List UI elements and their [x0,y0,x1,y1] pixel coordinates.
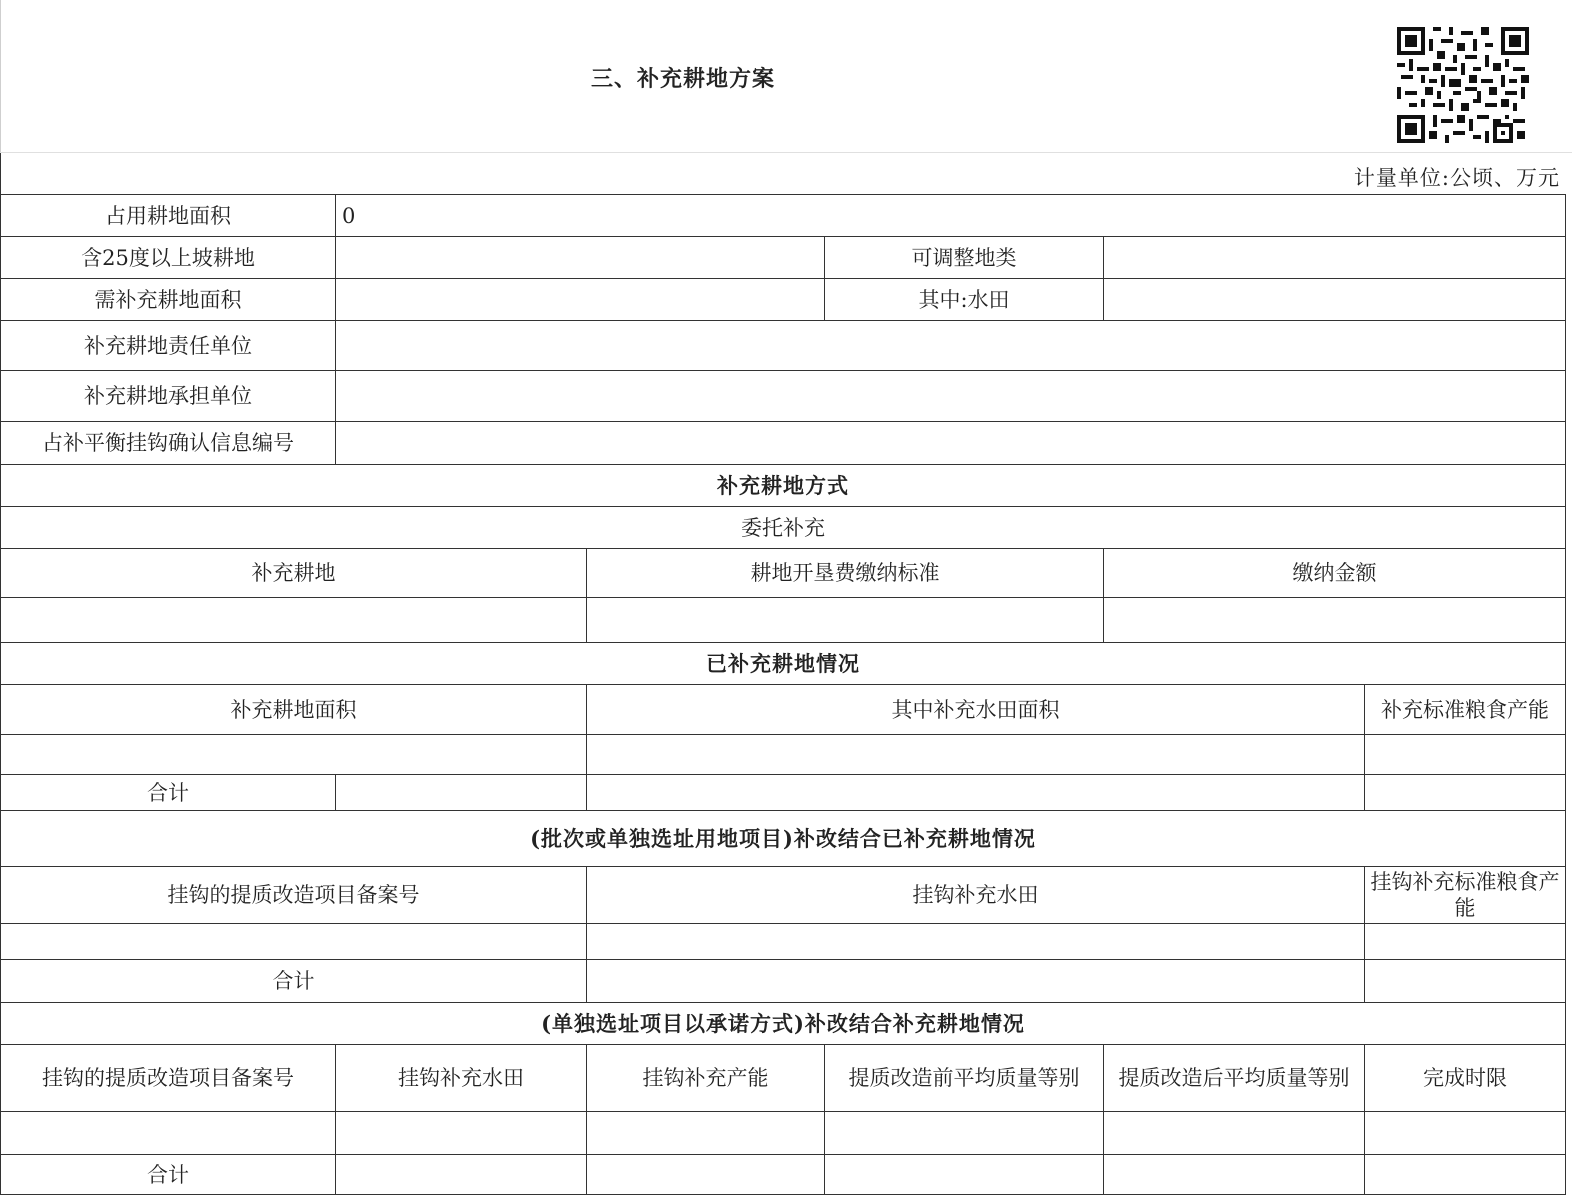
data-cell[interactable] [587,1112,825,1155]
adjustable-land-label: 可调整地类 [825,237,1104,279]
data-cell[interactable] [587,735,1365,775]
occupied-area-label: 占用耕地面积 [1,195,336,237]
total-label: 合计 [1,775,336,811]
table-header-row [1,549,1566,598]
total-label: 合计 [1,960,587,1003]
data-cell[interactable] [587,1155,825,1195]
column-header: 挂钩的提质改造项目备案号 [1,1045,336,1112]
section-row [1,643,1566,685]
data-cell[interactable] [1,598,587,643]
balance-confirm-label: 占补平衡挂钩确认信息编号 [1,422,336,465]
done-section-title: 已补充耕地情况 [1,643,1566,685]
data-cell[interactable] [336,775,587,811]
column-header: 缴纳金额 [1104,549,1566,598]
column-header: 挂钩的提质改造项目备案号 [1,867,587,924]
need-supplement-value[interactable] [336,279,825,321]
balance-confirm-value[interactable] [336,422,1566,465]
total-row [1,775,1566,811]
promise-section-title: (单独选址项目以承诺方式)补改结合补充耕地情况 [1,1003,1566,1045]
data-cell[interactable] [1,1112,336,1155]
paddy-label: 其中:水田 [825,279,1104,321]
qr-code-icon [1397,27,1529,143]
column-header: 完成时限 [1365,1045,1566,1112]
data-cell[interactable] [1365,1155,1566,1195]
batch-section-title: (批次或单独选址用地项目)补改结合已补充耕地情况 [1,811,1566,867]
unit-strip [0,153,1562,194]
supplement-farmland-table [0,194,1566,1195]
total-row [1,1155,1566,1195]
column-header: 挂钩补充产能 [587,1045,825,1112]
table-row [1,321,1566,371]
column-header: 补充耕地 [1,549,587,598]
table-row [1,598,1566,643]
slope-farmland-value[interactable] [336,237,825,279]
column-header: 提质改造后平均质量等别 [1104,1045,1365,1112]
mode-section-title: 补充耕地方式 [1,465,1566,507]
data-cell[interactable] [587,775,1365,811]
column-header: 其中补充水田面积 [587,685,1365,735]
data-cell[interactable] [1365,1112,1566,1155]
table-header-row [1,685,1566,735]
table-row [1,735,1566,775]
column-header: 挂钩补充标准粮食产能 [1365,867,1566,924]
adjustable-land-value[interactable] [1104,237,1566,279]
section-row [1,465,1566,507]
data-cell[interactable] [1365,960,1566,1003]
table-row [1,371,1566,422]
table-header-row [1,1045,1566,1112]
data-cell[interactable] [1104,1112,1365,1155]
section-row [1,507,1566,549]
data-cell[interactable] [336,1112,587,1155]
table-row [1,1112,1566,1155]
column-header: 耕地开垦费缴纳标准 [587,549,1104,598]
data-cell[interactable] [825,1155,1104,1195]
responsible-unit-label: 补充耕地责任单位 [1,321,336,371]
paddy-value[interactable] [1104,279,1566,321]
column-header: 挂钩补充水田 [336,1045,587,1112]
unit-label: 计量单位:公顷、万元 [1353,166,1560,190]
column-header: 补充标准粮食产能 [1365,685,1566,735]
table-row [1,279,1566,321]
entrust-label: 委托补充 [1,507,1566,549]
table-row [1,924,1566,960]
table-row [1,237,1566,279]
undertaking-unit-value[interactable] [336,371,1566,422]
table-row [1,195,1566,237]
column-header: 提质改造前平均质量等别 [825,1045,1104,1112]
undertaking-unit-label: 补充耕地承担单位 [1,371,336,422]
total-row [1,960,1566,1003]
data-cell[interactable] [1104,1155,1365,1195]
data-cell[interactable] [1365,735,1566,775]
responsible-unit-value[interactable] [336,321,1566,371]
table-row [1,422,1566,465]
page-title: 三、补充耕地方案 [591,66,776,92]
data-cell[interactable] [336,1155,587,1195]
section-row [1,811,1566,867]
data-cell[interactable] [587,960,1365,1003]
data-cell[interactable] [825,1112,1104,1155]
data-cell[interactable] [587,598,1104,643]
section-row [1,1003,1566,1045]
data-cell[interactable] [1,735,587,775]
data-cell[interactable] [1365,924,1566,960]
total-label: 合计 [1,1155,336,1195]
table-header-row [1,867,1566,924]
need-supplement-label: 需补充耕地面积 [1,279,336,321]
data-cell[interactable] [1,924,587,960]
data-cell[interactable] [1104,598,1566,643]
data-cell[interactable] [1365,775,1566,811]
data-cell[interactable] [587,924,1365,960]
slope-farmland-label: 含25度以上坡耕地 [1,237,336,279]
occupied-area-value[interactable]: 0 [336,195,1566,237]
column-header: 挂钩补充水田 [587,867,1365,924]
page-header [0,0,1572,152]
column-header: 补充耕地面积 [1,685,587,735]
